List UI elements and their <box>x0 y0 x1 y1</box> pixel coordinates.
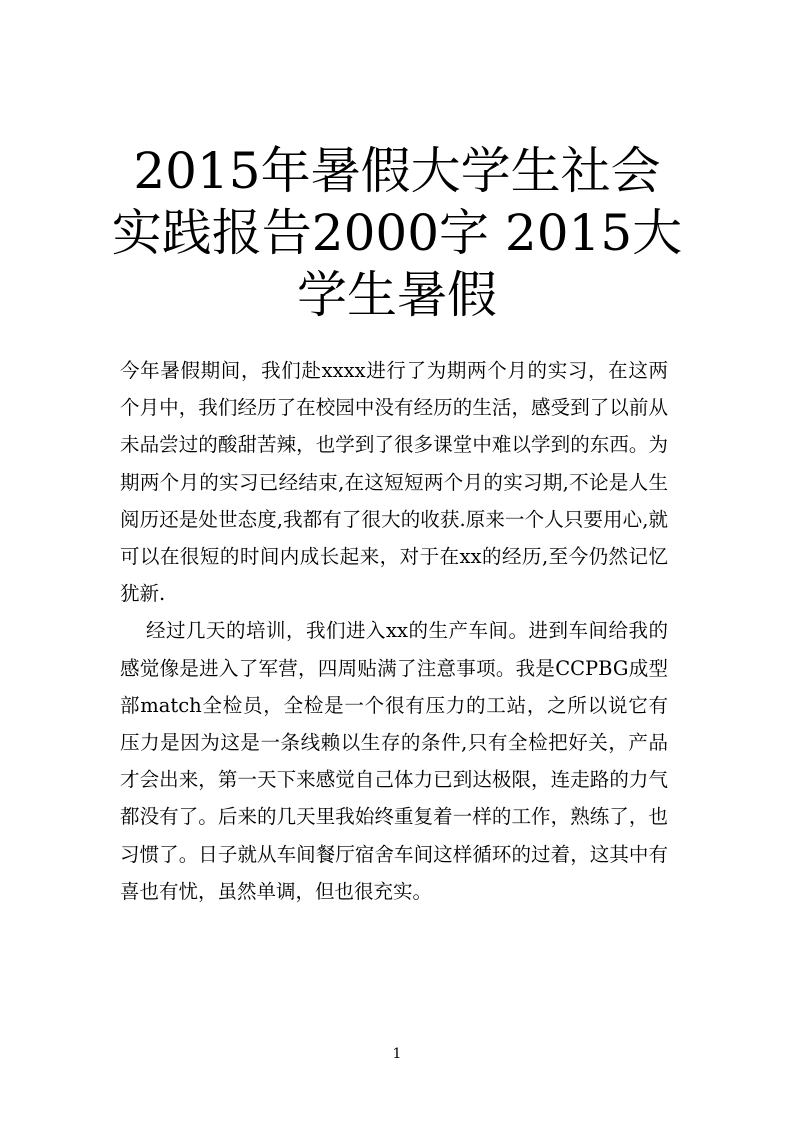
page-number: 1 <box>392 1046 402 1062</box>
paragraph-2: 经过几天的培训，我们进入xx的生产车间。进到车间给我的感觉像是进入了军营，四周贴满了注意事项。我是CCPBG成型部match全检员，全检是一个很有压力的工站，之所以说它有压力是因为这是一条线赖以生存的条件,只有全检把好关，产品才会出来，第一天下来感觉自己体力已到达极限，连走路的力气都没有了。后来的几天里我始终重复着一样的工作，熟练了，也习惯了。日子就从车间餐厅宿舍车间这样循环的过着，这其中有喜也有忧，虽然单调，但也很充实。 <box>120 619 668 903</box>
document-body <box>120 352 668 910</box>
paragraph-1: 今年暑假期间，我们赴xxxx进行了为期两个月的实习，在这两个月中，我们经历了在校园中没有经历的生活，感受到了以前从未品尝过的酸甜苦辣，也学到了很多课堂中难以学到的东西。为期两个月的实习已经结束,在这短短两个月的实习期,不论是人生阅历还是处世态度,我都有了很大的收获.原来一个人只要用心,就可以在很短的时间内成长起来，对于在xx的经历,至今仍然记忆犹新. <box>120 359 668 606</box>
document-title: 2015年暑假大学生社会实践报告2000字 2015大学生暑假 <box>111 142 683 324</box>
